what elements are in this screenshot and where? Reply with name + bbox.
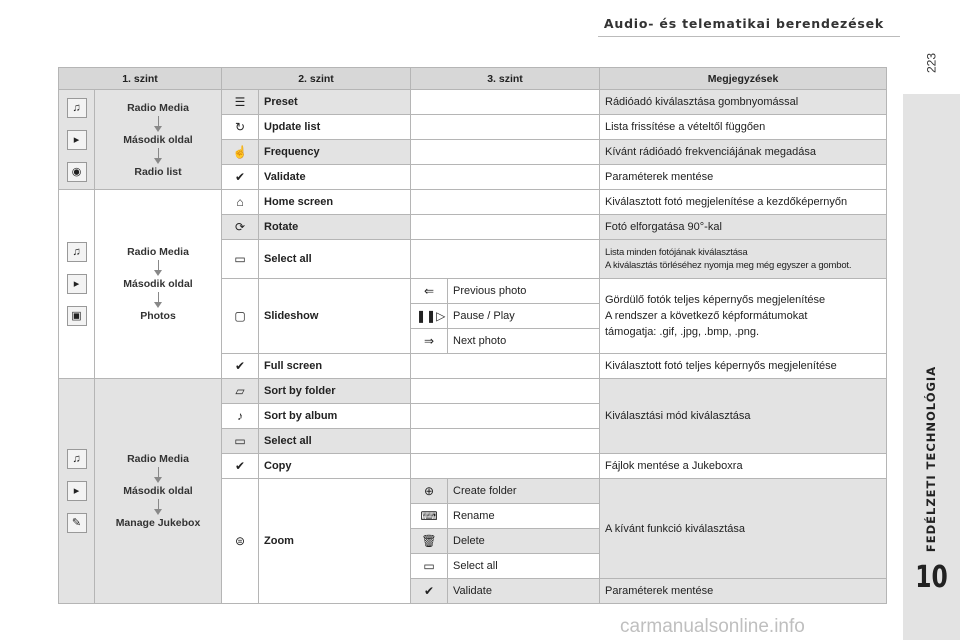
- note: Kiválasztott fotó megjelenítése a kezdőképernyőn: [600, 190, 887, 215]
- table-row: [59, 190, 887, 215]
- note: Rádióadó kiválasztása gombnyomással: [600, 90, 887, 115]
- jukebox-icon: ✎: [67, 513, 87, 533]
- page-icon: ▸: [67, 274, 87, 294]
- page-number: 223: [924, 52, 939, 74]
- chapter-number: 10: [915, 560, 948, 595]
- watermark: carmanualsonline.info: [620, 616, 805, 637]
- album-sort-icon: ♪: [237, 409, 243, 423]
- check-icon: ✔: [234, 459, 246, 473]
- level3-label: Pause / Play: [448, 304, 600, 329]
- level1-path: [95, 379, 222, 604]
- home-screen-icon: ⌂: [236, 195, 244, 209]
- table-row: [59, 379, 887, 404]
- media-icon: ♫: [67, 242, 87, 262]
- frequency-icon: ☝: [232, 145, 248, 159]
- down-arrow-icon: [158, 116, 159, 126]
- photo-icon: ▣: [67, 306, 87, 326]
- header-level-2: 2. szint: [222, 68, 411, 90]
- level2-label: Select all: [259, 429, 411, 454]
- level3-label: Previous photo: [448, 279, 600, 304]
- note: Paraméterek mentése: [600, 165, 887, 190]
- level3-empty: [411, 165, 600, 190]
- level1-icons: [59, 90, 95, 190]
- table-row: [59, 90, 887, 115]
- level3-empty: [411, 190, 600, 215]
- note-line: Lista minden fotójának kiválasztása: [605, 247, 748, 258]
- select-all-icon: ▭: [234, 434, 246, 448]
- previous-icon: ⇐: [423, 284, 435, 298]
- down-arrow-icon: [158, 499, 159, 509]
- note: Fájlok mentése a Jukeboxra: [600, 454, 887, 479]
- delete-icon: 🗑: [421, 534, 437, 548]
- level3-empty: [411, 215, 600, 240]
- note: Kiválasztási mód kiválasztása: [600, 379, 887, 454]
- menu-reference-table: [58, 67, 887, 604]
- note-line: Gördülő fotók teljes képernyős megjelenítése: [605, 294, 826, 306]
- table-header-row: [59, 68, 887, 90]
- level3-empty: [411, 240, 600, 279]
- play-pause-icon: ❚❚▷: [416, 309, 446, 323]
- level2-label: Validate: [259, 165, 411, 190]
- level3-empty: [411, 454, 600, 479]
- level1-item: Második oldal: [123, 485, 193, 497]
- level2-label: Sort by album: [259, 404, 411, 429]
- level3-label: Create folder: [448, 479, 600, 504]
- header-level-3: 3. szint: [411, 68, 600, 90]
- level1-item: Második oldal: [123, 278, 193, 290]
- down-arrow-icon: [158, 292, 159, 302]
- level2-label: Update list: [259, 115, 411, 140]
- note-line: A kiválasztás törléséhez nyomja meg még egyszer a gombot.: [605, 260, 852, 271]
- next-icon: ⇒: [423, 334, 435, 348]
- level3-empty: [411, 404, 600, 429]
- level3-empty: [411, 379, 600, 404]
- level2-label: Preset: [259, 90, 411, 115]
- note: Lista frissítése a vételtől függően: [600, 115, 887, 140]
- note-line: támogatja: .gif, .jpg, .bmp, .png.: [605, 326, 760, 338]
- rotate-icon: ⟳: [234, 220, 246, 234]
- level3-empty: [411, 115, 600, 140]
- level3-empty: [411, 429, 600, 454]
- radio-icon: ◉: [67, 162, 87, 182]
- level3-empty: [411, 140, 600, 165]
- level1-item: Radio Media: [127, 101, 189, 114]
- refresh-icon: ↻: [234, 120, 246, 134]
- level2-label: Sort by folder: [259, 379, 411, 404]
- level1-item: Photos: [140, 310, 176, 322]
- header-divider: [598, 36, 900, 37]
- slideshow-icon: ▢: [234, 309, 246, 323]
- down-arrow-icon: [158, 467, 159, 477]
- down-arrow-icon: [158, 148, 159, 158]
- level2-label: Copy: [259, 454, 411, 479]
- level2-label: Slideshow: [259, 279, 411, 354]
- create-folder-icon: ⊕: [423, 484, 435, 498]
- level3-label: Select all: [448, 554, 600, 579]
- check-icon: ✔: [423, 584, 435, 598]
- level1-icons: [59, 190, 95, 379]
- note: Fotó elforgatása 90°-kal: [600, 215, 887, 240]
- media-icon: ♫: [67, 98, 87, 118]
- level2-label: Select all: [259, 240, 411, 279]
- header-level-1: 1. szint: [59, 68, 222, 90]
- level1-icons: [59, 379, 95, 604]
- level2-label: Rotate: [259, 215, 411, 240]
- level3-label: Validate: [448, 579, 600, 604]
- down-arrow-icon: [158, 260, 159, 270]
- select-all-icon: ▭: [423, 559, 435, 573]
- header-notes: Megjegyzések: [600, 68, 887, 90]
- level3-empty: [411, 354, 600, 379]
- zoom-icon: ⊜: [234, 534, 246, 548]
- media-icon: ♫: [67, 449, 87, 469]
- level1-item: Radio Media: [127, 246, 189, 258]
- level1-path: [95, 190, 222, 379]
- level1-item: Második oldal: [123, 133, 193, 146]
- level1-item: Manage Jukebox: [115, 517, 201, 529]
- chapter-title: FEDÉLZETI TECHNOLÓGIA: [924, 365, 938, 553]
- level1-path: [95, 90, 222, 190]
- rename-icon: ⌨: [420, 509, 438, 523]
- check-icon: ✔: [234, 359, 246, 373]
- note: [600, 279, 887, 354]
- chapter-sidebar: [903, 0, 960, 640]
- note: A kívánt funkció kiválasztása: [600, 479, 887, 579]
- note: Kiválasztott fotó teljes képernyős megjelenítése: [600, 354, 887, 379]
- preset-icon: ☰: [234, 95, 246, 109]
- note: [600, 240, 887, 279]
- page-icon: ▸: [67, 130, 87, 150]
- level3-empty: [411, 90, 600, 115]
- note: Paraméterek mentése: [600, 579, 887, 604]
- page-header-title: Audio- és telematikai berendezések: [603, 16, 884, 31]
- note-line: A rendszer a következő képformátumokat: [605, 310, 808, 322]
- folder-sort-icon: ▱: [235, 384, 245, 398]
- level3-label: Rename: [448, 504, 600, 529]
- level1-item: Radio Media: [127, 453, 189, 465]
- check-icon: ✔: [234, 170, 246, 184]
- level1-item: Radio list: [134, 165, 182, 178]
- level3-label: Delete: [448, 529, 600, 554]
- page-icon: ▸: [67, 481, 87, 501]
- level2-label: Home screen: [259, 190, 411, 215]
- level2-label: Frequency: [259, 140, 411, 165]
- level3-label: Next photo: [448, 329, 600, 354]
- note: Kívánt rádióadó frekvenciájának megadása: [600, 140, 887, 165]
- level2-label: Zoom: [259, 479, 411, 604]
- select-all-icon: ▭: [234, 252, 246, 266]
- level2-label: Full screen: [259, 354, 411, 379]
